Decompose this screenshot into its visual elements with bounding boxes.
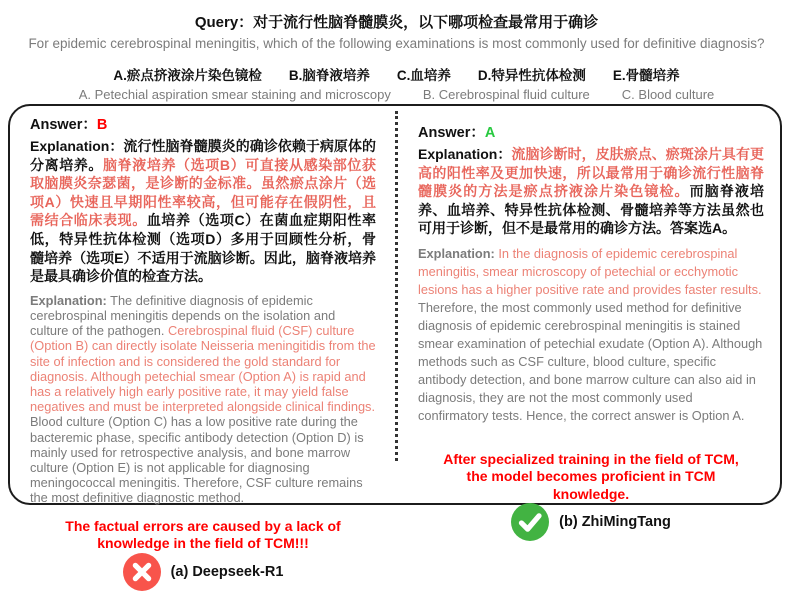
query-text-en: For epidemic cerebrospinal meningitis, which of the following examinations is most commonly used for definitive diagnosis?	[28, 36, 765, 51]
option-d-zh: D.特异性抗体检测	[477, 68, 586, 83]
en-text-highlight: Cerebrospinal fluid (CSF) culture (Option B) can directly isolate Neisseria meningitidis from the site of infection and is considered the gold standard for diagnosis. Although petechial smear (Option A) is rapid and has a relatively high early positive rate, it may yield false negatives and must be interpreted alongside clinical findings.	[30, 323, 376, 415]
check-icon	[511, 503, 549, 541]
answer-line-right	[418, 121, 764, 142]
explanation-label-zh: Explanation：	[30, 138, 124, 154]
answer-value-wrong: B	[96, 117, 108, 133]
question-header	[0, 0, 793, 119]
explanation-zh-right	[418, 145, 764, 238]
zh-text-black-2: 血培养（选项C）在菌血症期阳性率低，特异性抗体检测（选项D）多用于回顾性分析，骨髓培养（选项E）不适用于流脑诊断。因此，脑脊液培养是最具确诊价值的检查方法。	[30, 212, 376, 285]
deepseek-panel	[10, 106, 391, 580]
panel-divider	[395, 111, 398, 461]
options-row-en-1	[0, 87, 793, 102]
en-text-highlight: In the diagnosis of epidemic cerebrospinal meningitis, smear microscopy of petechial or ecchymotic lesions has a higher positive rate and provides faster results.	[418, 245, 762, 297]
explanation-en-right	[418, 245, 764, 425]
query-line-zh	[0, 11, 793, 32]
model-name-left: (a) Deepseek-R1	[170, 563, 284, 580]
comparison-box	[8, 104, 782, 580]
query-label: Query：	[194, 14, 254, 31]
zh-text-highlight: 脑脊液培养（选项B）可直接从感染部位获取脑膜炎奈瑟菌，是诊断的金标准。虽然瘀点涂片（选项A）快速且早期阳性率较高，但可能存在假阴性，且需结合临床表现。	[30, 156, 377, 229]
warning-text-right: After specialized training in the field of TCM, the model becomes proficient in TCM knowledge.	[443, 450, 739, 502]
explanation-en-left	[30, 293, 376, 506]
zh-text-black-1: 流行性脑脊髓膜炎的确诊依赖于病原体的分离培养。	[30, 138, 376, 173]
answer-line-left	[30, 113, 376, 134]
en-text-gray-2: Blood culture (Option C) has a low positive rate during the bacteremic phase, specific antibody detection (Option D) is mainly used for retrospective analysis, and bone marrow culture (Option E) is not applicable for diagnosing meningococcal meningitis. Therefore, CSF culture remains the most definitive diagnostic method.	[30, 414, 364, 506]
answer-label: Answer：	[418, 125, 485, 141]
cross-icon	[123, 553, 161, 591]
en-text-gray-1: The definitive diagnosis of epidemic cerebrospinal meningitis depends on the isolation and culture of the pathogen.	[30, 292, 336, 339]
model-name-right: (b) ZhiMingTang	[559, 514, 671, 531]
option-b-zh: B.脑脊液培养	[288, 68, 370, 83]
query-text-zh: 对于流行性脑脊髓膜炎，以下哪项检查最常用于确诊	[253, 14, 599, 31]
result-caption-left	[30, 553, 376, 593]
explanation-label-en: Explanation:	[30, 292, 107, 308]
en-text-gray: Therefore, the most commonly used method for definitive diagnosis of epidemic cerebrospinal meningitis is stained smear examination of petechial exudate (Option A). Although methods such as CSF culture, blood culture, specific antibody detection, and bone marrow culture can also aid in diagnosis, they are not the most commonly used confirmatory tests. Hence, the correct answer is Option A.	[418, 299, 763, 423]
explanation-label-en: Explanation:	[418, 245, 495, 261]
answer-label: Answer：	[30, 117, 97, 133]
option-b-en: B. Cerebrospinal fluid culture	[422, 87, 590, 102]
option-c-en: C. Blood culture	[621, 87, 715, 102]
zh-text-black: 而脑脊液培养、血培养、特异性抗体检测、骨髓培养等方法虽然也可用于诊断，但不是最常用的确诊方法。答案选A。	[418, 183, 765, 237]
explanation-zh-left	[30, 137, 376, 286]
warning-text-left: The factual errors are caused by a lack of knowledge in the field of TCM!!!	[65, 517, 341, 552]
option-c-zh: C.血培养	[396, 68, 451, 83]
zhimingtang-panel	[391, 106, 780, 531]
result-caption-right	[418, 503, 764, 543]
explanation-label-zh: Explanation：	[418, 146, 512, 162]
option-a-en: A. Petechial aspiration smear staining and microscopy	[78, 87, 391, 102]
option-a-zh: A.瘀点挤液涂片染色镜检	[113, 68, 262, 83]
option-e-zh: E.骨髓培养	[612, 68, 680, 83]
options-row-zh	[0, 64, 793, 84]
zh-text-highlight: 流脑诊断时，皮肤瘀点、瘀斑涂片具有更高的阳性率及更加快速，所以最常用于确诊流行性脑脊髓膜炎的方法是瘀点挤液涂片染色镜检。	[418, 146, 764, 200]
answer-value-correct: A	[484, 125, 496, 141]
